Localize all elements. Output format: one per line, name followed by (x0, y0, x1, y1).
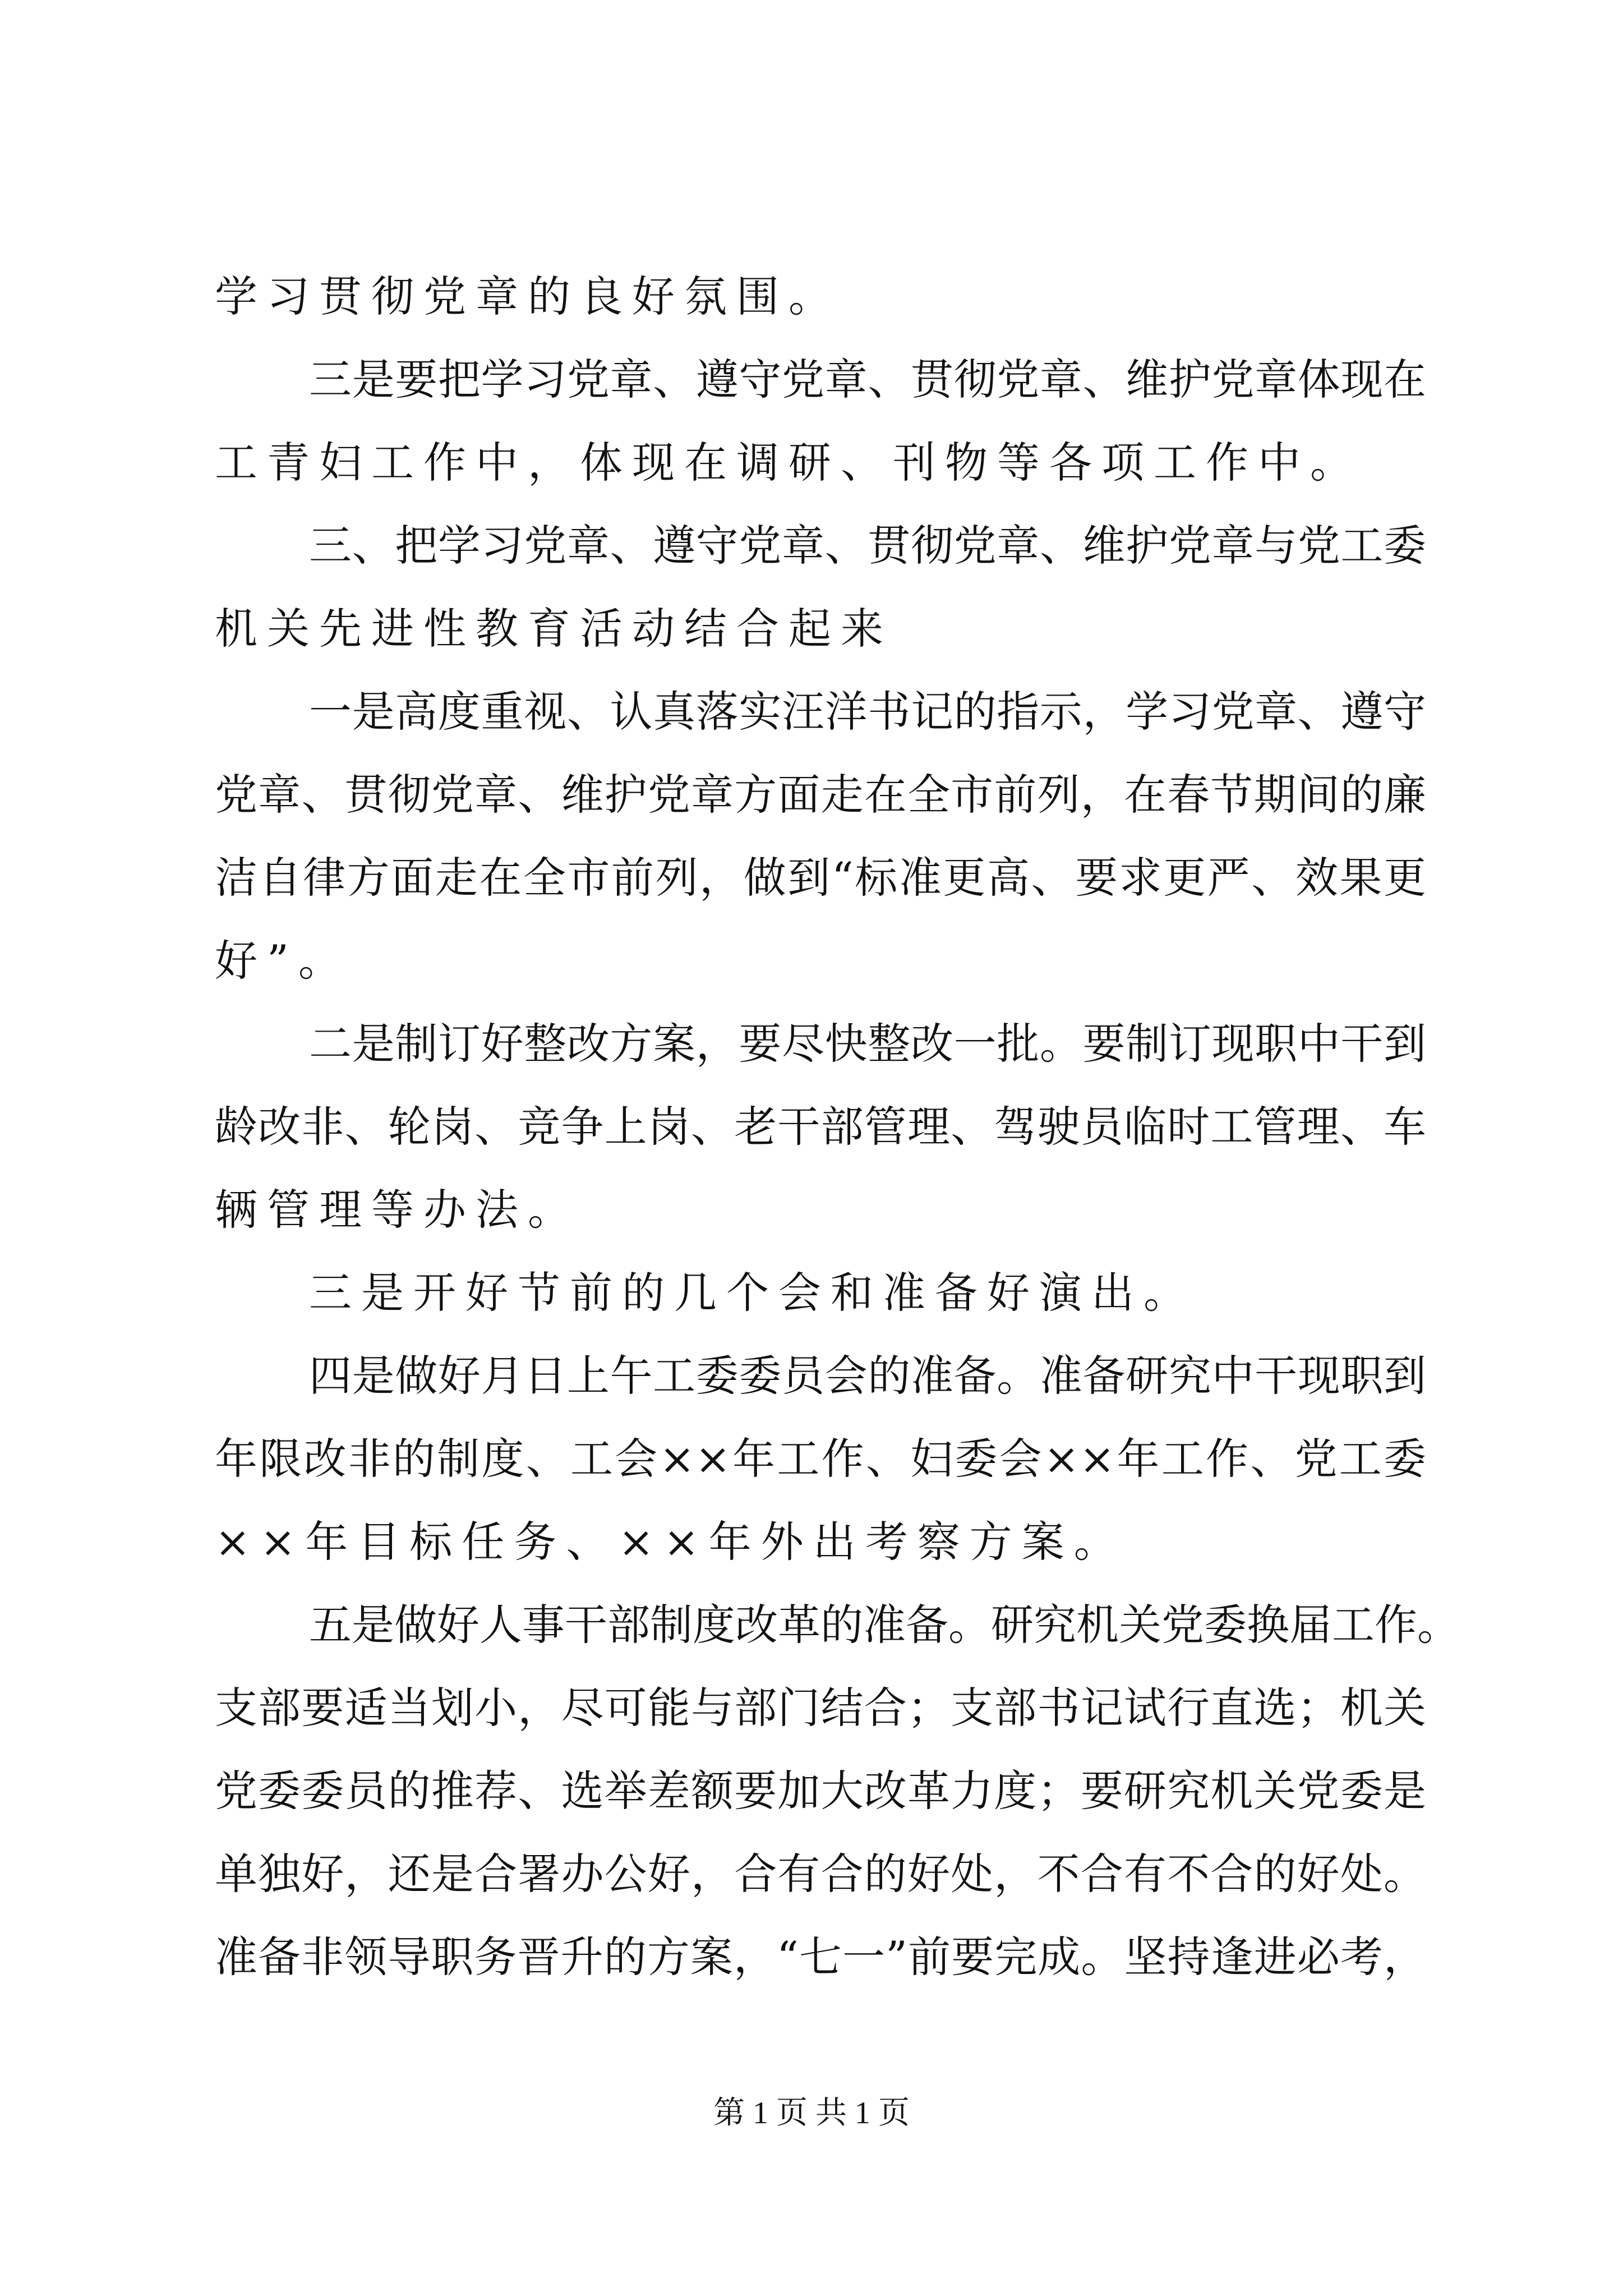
text-line: 学习贯彻党章的良好氛围。 (215, 272, 841, 321)
text-line: 工青妇工作中，体现在调研、刊物等各项工作中。 (215, 438, 1362, 487)
text-line: 三、把学习党章、遵守党章、贯彻党章、维护党章与党工委 (309, 521, 1426, 570)
page-footer: 第 1 页 共 1 页 (713, 2096, 910, 2131)
text-line: ××年目标任务、××年外出考察方案。 (215, 1517, 1126, 1567)
text-line: 支部要适当划小，尽可能与部门结合；支部书记试行直选；机关 (215, 1683, 1426, 1733)
text-line: 辆管理等办法。 (215, 1185, 580, 1235)
text-line: 一是高度重视、认真落实汪洋书记的指示，学习党章、遵守 (309, 687, 1426, 737)
text-line: 洁自律方面走在全市前列，做到“标准更高、要求更严、效果更 (215, 853, 1426, 903)
text-line: 三是要把学习党章、遵守党章、贯彻党章、维护党章体现在 (309, 355, 1426, 404)
text-line: 三是开好节前的几个会和准备好演出。 (309, 1268, 1196, 1318)
text-line: 二是制订好整改方案，要尽快整改一批。要制订现职中干到 (309, 1019, 1426, 1069)
text-line: 机关先进性教育活动结合起来 (215, 604, 893, 654)
document-body (215, 255, 1460, 1999)
text-line: 单独好，还是合署办公好，合有合的好处，不合有不合的好处。 (215, 1849, 1426, 1899)
text-line: 龄改非、轮岗、竞争上岗、老干部管理、驾驶员临时工管理、车 (215, 1102, 1426, 1152)
text-line: 年限改非的制度、工会××年工作、妇委会××年工作、党工委 (215, 1434, 1426, 1484)
text-line: 准备非领导职务晋升的方案，“七一”前要完成。坚持逢进必考， (215, 1932, 1426, 1982)
text-line: 好”。 (215, 936, 351, 986)
text-line: 党委委员的推荐、选举差额要加大改革力度；要研究机关党委是 (215, 1766, 1426, 1816)
text-line: 党章、贯彻党章、维护党章方面走在全市前列，在春节期间的廉 (215, 770, 1426, 820)
text-line: 五是做好人事干部制度改革的准备。研究机关党委换届工作。 (309, 1600, 1460, 1650)
text-line: 四是做好月日上午工委委员会的准备。准备研究中干现职到 (309, 1351, 1426, 1401)
